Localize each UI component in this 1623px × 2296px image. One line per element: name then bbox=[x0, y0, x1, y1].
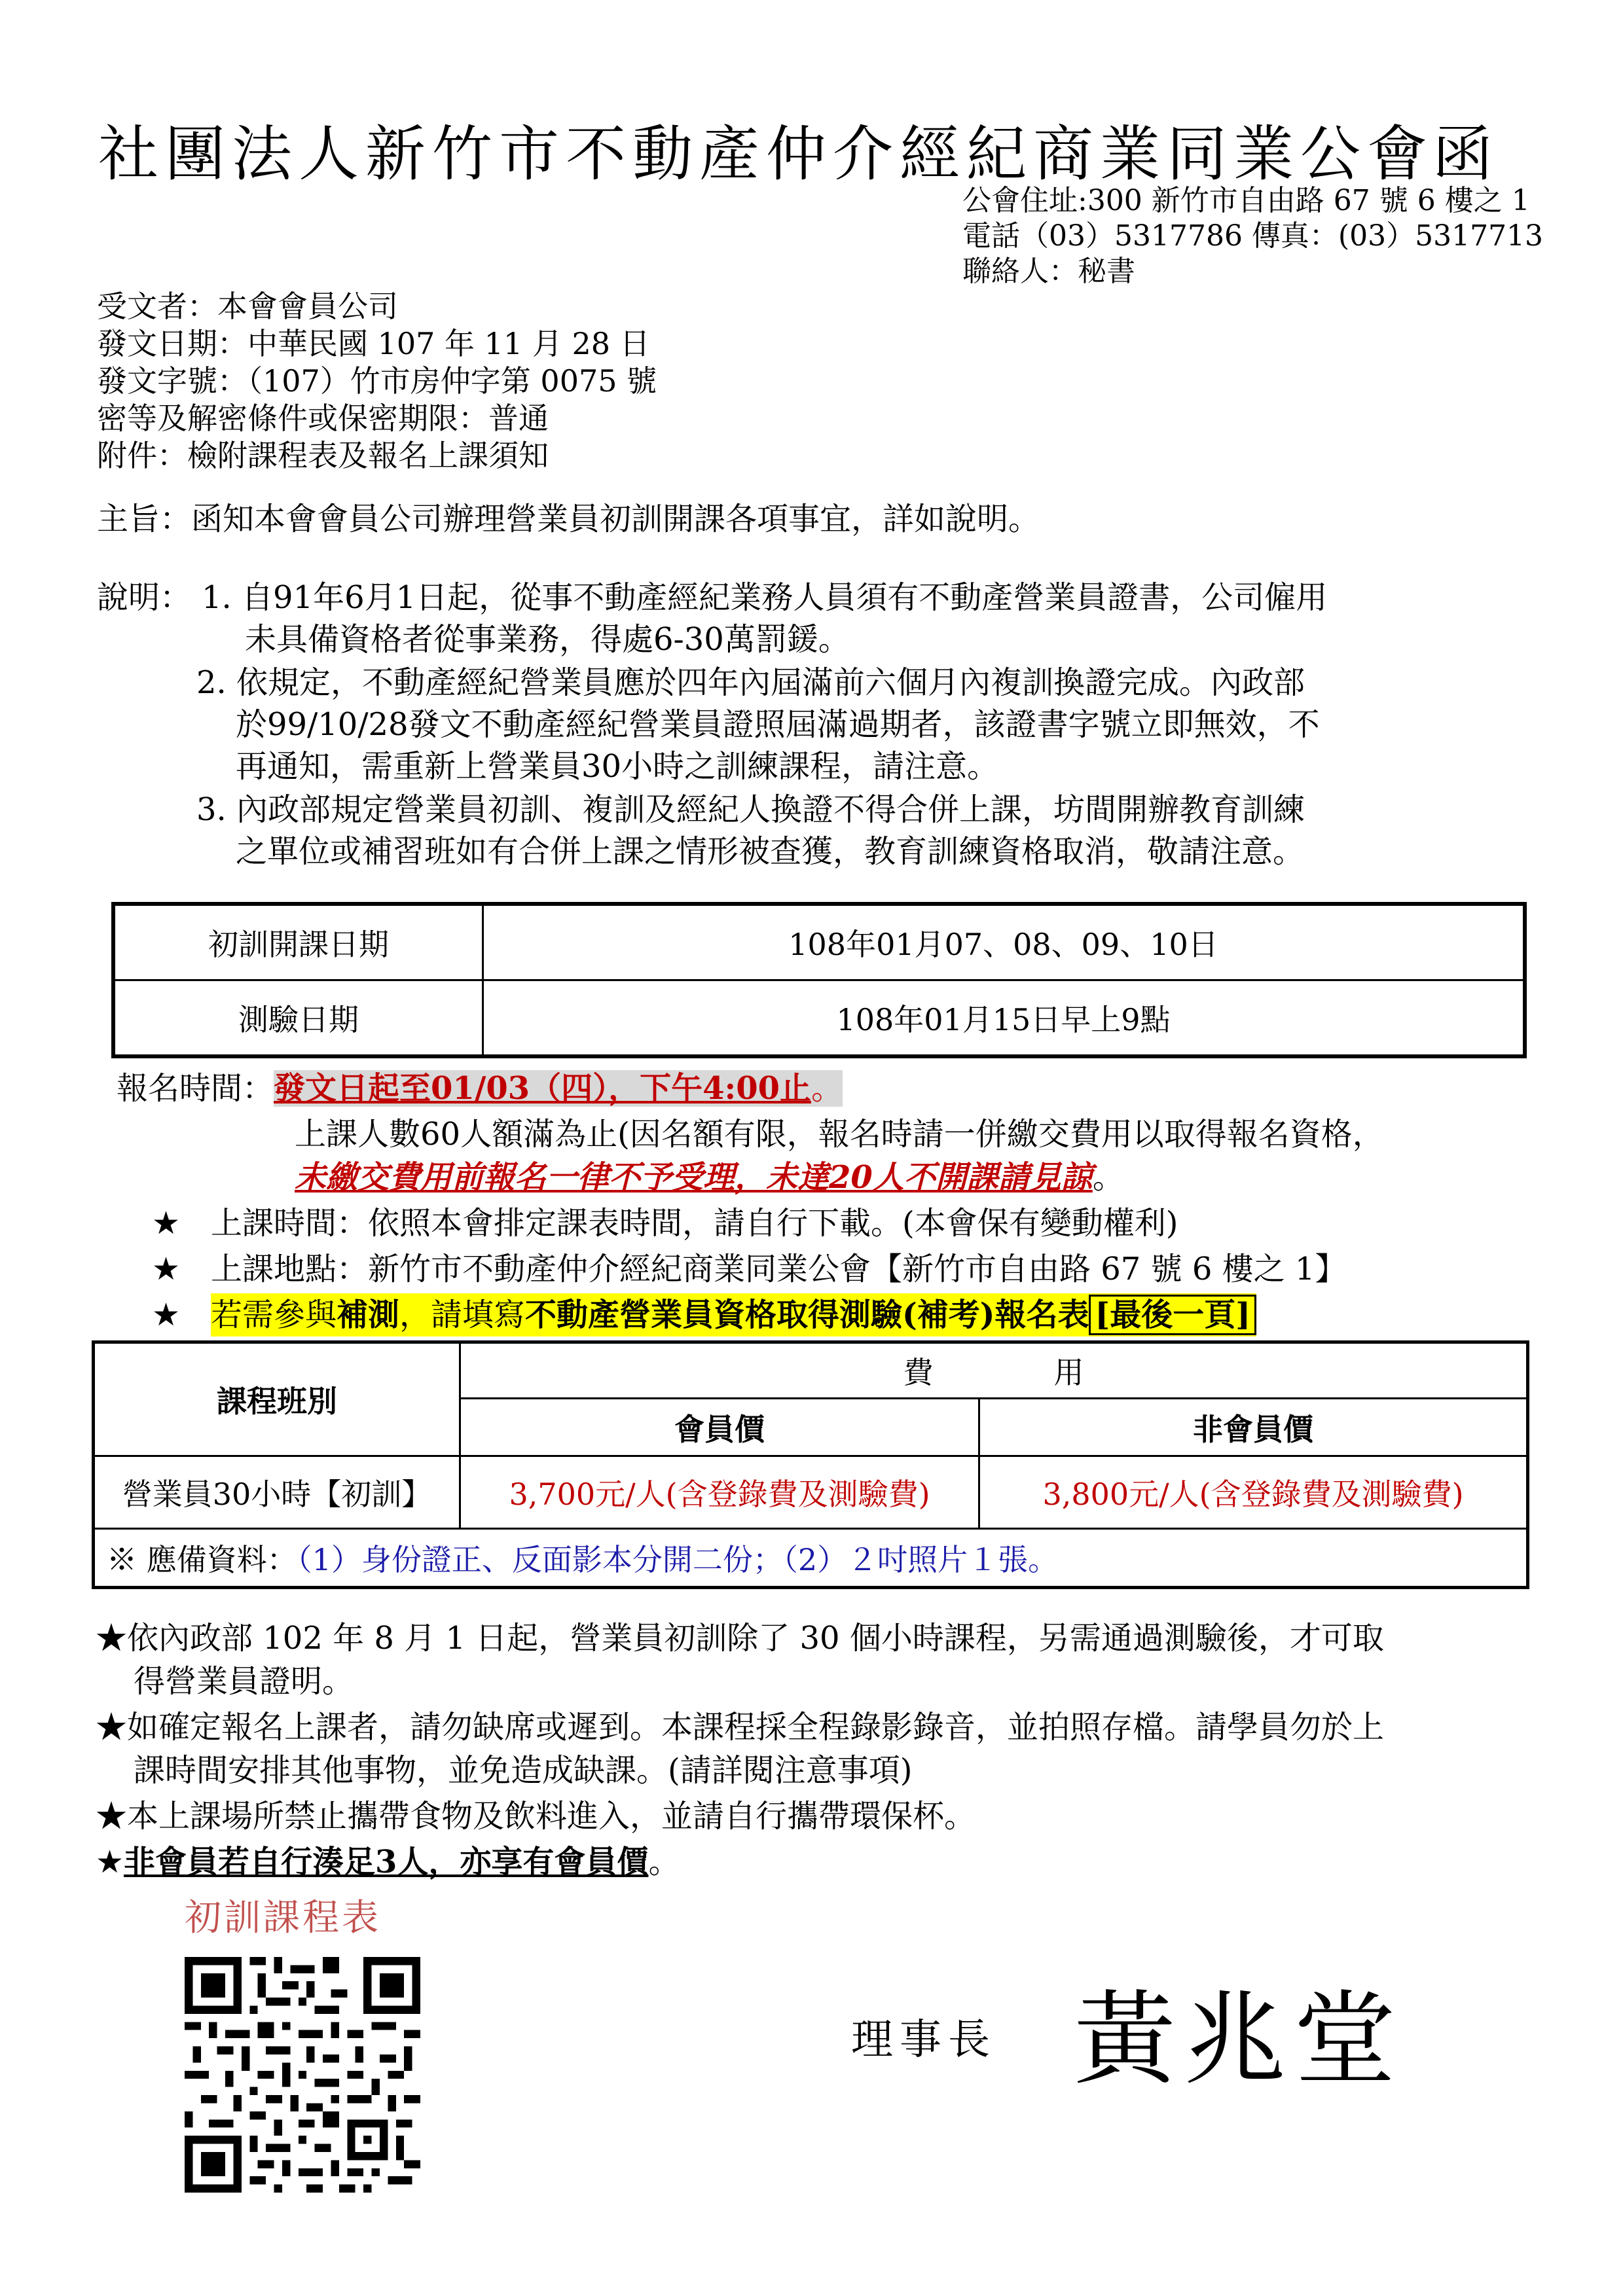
group-discount-end: 。 bbox=[648, 1844, 680, 1880]
note-group-discount bbox=[96, 1840, 680, 1884]
group-discount-text: 非會員若自行湊足3人，亦享有會員價 bbox=[124, 1844, 649, 1880]
star-icon: ★ bbox=[96, 1844, 124, 1880]
class-name: 營業員30小時【初訓】 bbox=[94, 1456, 460, 1529]
required-documents-value: （1）身份證正、反面影本分開二份；（2）２吋照片１張。 bbox=[297, 1542, 1059, 1577]
table-row bbox=[94, 1529, 1528, 1588]
star-icon: ★ bbox=[152, 1297, 181, 1333]
nonmember-price: 3,800元/人(含登錄費及測驗費) bbox=[979, 1456, 1528, 1529]
explanation-item-3-line-1: 3. 內政部規定營業員初訓、複訓及經紀人換證不得合併上課，坊間開辦教育訓練 bbox=[196, 791, 1305, 828]
member-header: 會員價 bbox=[460, 1399, 979, 1456]
schedule-link[interactable]: 初訓課程表 bbox=[185, 1897, 381, 1939]
registration-notice-line bbox=[295, 1156, 1124, 1199]
table-row bbox=[94, 1342, 1528, 1399]
table-row bbox=[113, 904, 1525, 980]
schedule-value: 108年01月07、08、09、10日 bbox=[483, 904, 1525, 980]
explanation-item-2-line-2: 於99/10/28發文不動產經紀營業員證照屆滿過期者，該證書字號立即無效，不 bbox=[236, 706, 1320, 743]
makeup-text: ，請填寫 bbox=[399, 1297, 526, 1333]
registration-deadline: 發文日起至01/03（四），下午4:00止 bbox=[274, 1070, 812, 1107]
note-attendance-line-1: ★如確定報名上課者，請勿缺席或遲到。本課程採全程錄影錄音，並拍照存檔。請學員勿於上 bbox=[96, 1709, 1385, 1746]
letterhead-title: 社團法人新竹市不動產仲介經紀商業同業公會 bbox=[98, 119, 1434, 189]
association-address: 公會住址:300 新竹市自由路 67 號 6 樓之 1 bbox=[962, 184, 1530, 217]
explanation-item-1-line-2: 未具備資格者從事業務，得處6-30萬罰鍰。 bbox=[245, 621, 850, 658]
note-attendance-line-2: 課時間安排其他事物，並免造成缺課。(請詳閱注意事項) bbox=[134, 1752, 913, 1789]
class-time-info: 上課時間：依照本會排定課表時間，請自行下載。(本會保有變動權利) bbox=[211, 1205, 1178, 1242]
star-icon: ★ bbox=[152, 1205, 181, 1242]
note-exam-requirement-line-2: 得營業員證明。 bbox=[134, 1663, 354, 1700]
subject: 主旨：函知本會會員公司辦理營業員初訓開課各項事宜，詳如說明。 bbox=[97, 501, 1040, 537]
document-number: 發文字號：（107）竹市房仲字第 0075 號 bbox=[97, 363, 657, 399]
schedule-value: 108年01月15日早上9點 bbox=[483, 980, 1525, 1057]
fee-table bbox=[92, 1340, 1529, 1589]
makeup-form-name: 不動產營業員資格取得測驗(補考)報名表 bbox=[525, 1297, 1089, 1333]
star-icon: ★ bbox=[152, 1251, 181, 1287]
nonmember-header: 非會員價 bbox=[979, 1399, 1528, 1456]
chairman-name: 黃兆堂 bbox=[1074, 1980, 1404, 2099]
explanation-item-2-line-3: 再通知，需重新上營業員30小時之訓練課程，請注意。 bbox=[236, 748, 999, 785]
schedule-table bbox=[111, 902, 1527, 1058]
member-price: 3,700元/人(含登錄費及測驗費) bbox=[460, 1456, 979, 1529]
explanation-lead: 說明： bbox=[97, 579, 192, 616]
required-documents bbox=[94, 1529, 1528, 1588]
association-contact: 聯絡人：秘書 bbox=[962, 255, 1135, 288]
attachment: 附件：檢附課程表及報名上課須知 bbox=[97, 438, 549, 473]
registration-label: 報名時間： bbox=[117, 1070, 274, 1107]
association-phone-fax: 電話（03）5317786 傳真：(03）5317713 bbox=[962, 219, 1544, 253]
schedule-label: 初訓開課日期 bbox=[113, 904, 483, 980]
recipient: 受文者：本會會員公司 bbox=[97, 289, 398, 324]
makeup-last-page: [最後一頁] bbox=[1089, 1295, 1256, 1335]
note-food-policy: ★本上課場所禁止攜帶食物及飲料進入，並請自行攜帶環保杯。 bbox=[96, 1798, 976, 1835]
makeup-keyword: 補測 bbox=[337, 1297, 400, 1333]
class-location-info: 上課地點：新竹市不動產仲介經紀商業同業公會【新竹市自由路 67 號 6 樓之 1】 bbox=[211, 1251, 1347, 1287]
class-header: 課程班別 bbox=[94, 1342, 460, 1456]
qr-code-icon[interactable] bbox=[185, 1957, 420, 2193]
chairman-title: 理事長 bbox=[851, 2016, 996, 2064]
makeup-exam-notice bbox=[211, 1293, 1256, 1336]
registration-line bbox=[117, 1067, 843, 1110]
explanation-item-3-line-2: 之單位或補習班如有合併上課之情形被查獲，教育訓練資格取消，敬請注意。 bbox=[236, 833, 1305, 870]
registration-deadline-end: 。 bbox=[811, 1070, 843, 1107]
fee-header: 費 用 bbox=[460, 1342, 1528, 1399]
required-documents-label: ※ 應備資料： bbox=[107, 1542, 297, 1577]
table-row bbox=[94, 1456, 1528, 1529]
note-exam-requirement-line-1: ★依內政部 102 年 8 月 1 日起，營業員初訓除了 30 個小時課程，另需通過測驗後，才可取 bbox=[96, 1620, 1384, 1657]
schedule-label: 測驗日期 bbox=[113, 980, 483, 1057]
makeup-text: 若需參與 bbox=[211, 1297, 337, 1333]
table-row bbox=[113, 980, 1525, 1057]
secrecy-level: 密等及解密條件或保密期限：普通 bbox=[97, 401, 549, 436]
registration-notice: 未繳交費用前報名一律不予受理，未達20人不開課請見諒 bbox=[295, 1159, 1093, 1196]
explanation-item-2-line-1: 2. 依規定，不動產經紀營業員應於四年內屆滿前六個月內複訓換證完成。內政部 bbox=[196, 664, 1305, 701]
letter-type: 函 bbox=[1432, 119, 1493, 189]
explanation-item-1-line-1: 1. 自91年6月1日起，從事不動產經紀業務人員須有不動產營業員證書，公司僱用 bbox=[202, 579, 1328, 616]
registration-notice-end: 。 bbox=[1092, 1159, 1124, 1196]
registration-capacity: 上課人數60人額滿為止(因名額有限，報名時請一併繳交費用以取得報名資格， bbox=[295, 1116, 1384, 1153]
issue-date: 發文日期：中華民國 107 年 11 月 28 日 bbox=[97, 326, 650, 361]
